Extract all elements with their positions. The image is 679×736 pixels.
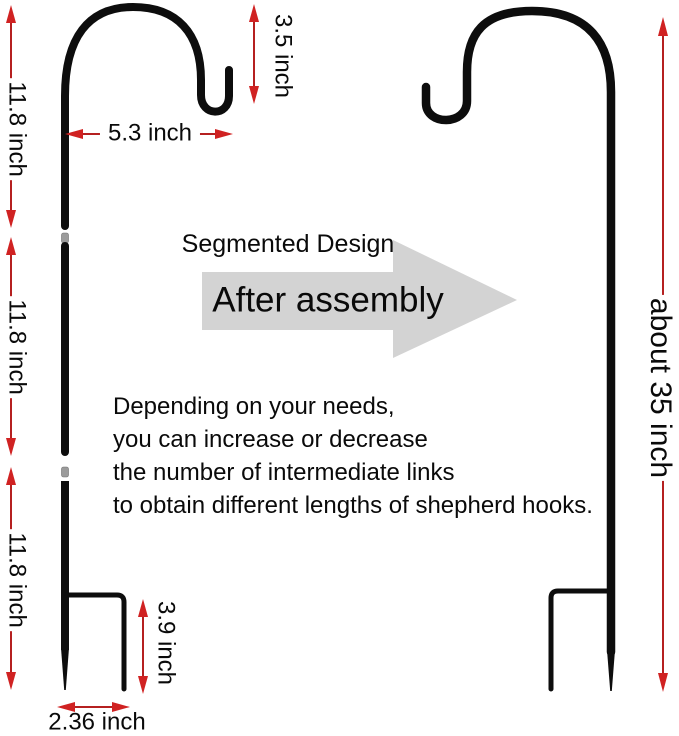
dim-segment3-label: 11.8 inch [3,529,30,631]
left-segmented-hook [61,7,229,690]
description-line: Depending on your needs, [113,393,395,420]
after-assembly-label: After assembly [212,280,444,320]
dim-fork-height-label: 3.9 inch [152,600,180,686]
dim-fork-height-arrow [138,599,148,694]
segment3-threaded-joint [62,467,69,477]
dim-hook-drop-label: 3.5 inch [269,13,297,99]
dim-fork-width-label: 2.36 inch [48,708,146,736]
description-line: to obtain different lengths of shepherd hooks. [113,492,593,519]
description-line: you can increase or decrease [113,426,428,453]
dim-segment2-label: 11.8 inch [3,296,30,398]
segmented-design-heading: Segmented Design [181,229,395,258]
dimension-markers [6,4,668,712]
right-hook-rod [426,11,611,652]
description-line: the number of intermediate links [113,459,455,486]
right-ground-fork [551,591,609,689]
right-assembled-hook [426,11,615,691]
description-paragraph [113,390,593,522]
segment2-threaded-joint [62,233,69,243]
dim-hook-width-label: 5.3 inch [100,120,200,145]
left-ground-spike-tip [61,648,69,690]
dim-segment1-label: 11.8 inch [3,78,30,180]
dim-hook-drop-arrow [249,4,259,104]
right-ground-spike-tip [607,650,615,691]
left-ground-fork [67,595,124,689]
dim-total-height-label: about 35 inch [643,295,677,481]
left-hook-top-segment [65,7,229,226]
